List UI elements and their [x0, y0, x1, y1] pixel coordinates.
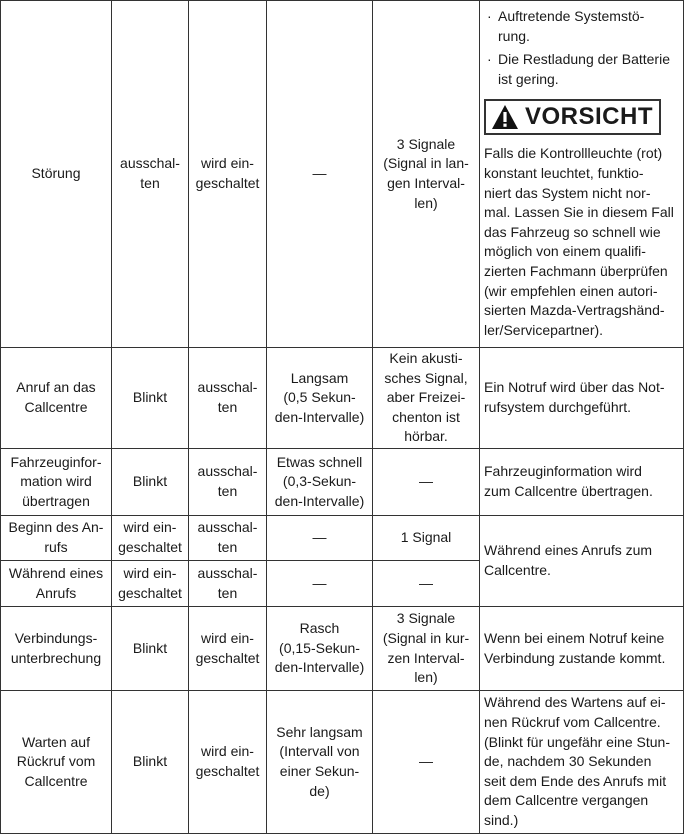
- cell-status: Während eines Anrufs: [1, 561, 112, 607]
- cell-indicator-red: wird ein- geschaltet: [189, 607, 267, 691]
- table-row-stoerung: [1, 1, 684, 348]
- cell-sound: 3 Signale (Signal in kur- zen Interval- len): [373, 607, 480, 691]
- cell-description: Fahrzeuginformation wird zum Callcentre übertragen.: [480, 449, 684, 516]
- cell-description: [480, 1, 684, 348]
- bullet-item: · Die Restladung der Batterie ist gering.: [487, 51, 670, 87]
- cell-description: Während eines Anrufs zum Callcentre.: [480, 516, 684, 607]
- warning-label: VORSICHT: [525, 103, 654, 131]
- cell-indicator-red: ausschal- ten: [189, 348, 267, 449]
- cell-indicator-green: ausschal- ten: [112, 1, 189, 348]
- cell-indicator-green: wird ein- geschaltet: [112, 516, 189, 561]
- table-row-anruf: [1, 348, 684, 449]
- cell-sound: 3 Signale (Signal in lan- gen Interval- len): [373, 1, 480, 348]
- cell-description: Während des Wartens auf ei- nen Rückruf vom Callcentre. (Blinkt für ungefähr eine Stun- de, nachdem 30 Sekunden seit dem Ende des Anrufs mit dem Callcentre vergangen sind.): [480, 691, 684, 834]
- cell-interval: —: [267, 1, 373, 348]
- cell-interval: Rasch (0,15-Sekun- den-Intervalle): [267, 607, 373, 691]
- cell-status: Anruf an das Callcentre: [1, 348, 112, 449]
- table-row-beginn: [1, 516, 684, 561]
- cell-sound: Kein akusti- sches Signal, aber Freizei- chenton ist hörbar.: [373, 348, 480, 449]
- table-row-fahrzeuginfo: [1, 449, 684, 516]
- cell-sound: —: [373, 561, 480, 607]
- cell-interval: —: [267, 561, 373, 607]
- cell-indicator-green: Blinkt: [112, 691, 189, 834]
- cell-interval: Langsam (0,5 Sekun- den-Intervalle): [267, 348, 373, 449]
- cell-status: Beginn des An- rufs: [1, 516, 112, 561]
- cell-status: Störung: [1, 1, 112, 348]
- cell-sound: 1 Signal: [373, 516, 480, 561]
- cell-indicator-green: wird ein- geschaltet: [112, 561, 189, 607]
- exclamation-triangle-icon: [491, 104, 519, 130]
- cell-interval: Sehr langsam (Intervall von einer Sekun- de): [267, 691, 373, 834]
- cell-status: Warten auf Rückruf vom Callcentre: [1, 691, 112, 834]
- cell-interval: —: [267, 516, 373, 561]
- cell-interval: Etwas schnell (0,3-Sekun- den-Intervalle): [267, 449, 373, 516]
- cell-indicator-red: wird ein- geschaltet: [189, 1, 267, 348]
- cell-indicator-red: ausschal- ten: [189, 516, 267, 561]
- cell-sound: —: [373, 691, 480, 834]
- warning-box: [484, 99, 661, 135]
- cell-indicator-green: Blinkt: [112, 607, 189, 691]
- table-row-verbindung: [1, 607, 684, 691]
- bullet-item: · Auftretende Systemstö- rung.: [487, 8, 645, 44]
- cell-status: Fahrzeuginfor- mation wird übertragen: [1, 449, 112, 516]
- cell-sound: —: [373, 449, 480, 516]
- cell-indicator-red: ausschal- ten: [189, 561, 267, 607]
- cell-indicator-green: Blinkt: [112, 449, 189, 516]
- warning-text: Falls die Kontrollleuchte (rot) konstant leuchtet, funktio- niert das System nicht nor- mal. Lassen Sie in diesem Fall das Fahrzeug so schnell wie möglich von einem qualifi- zierten Fachmann überprüfen (wir empfehlen einen autori- sierten Mazda-Vertragshänd- ler/Servicepartner).: [484, 145, 674, 338]
- cell-indicator-green: Blinkt: [112, 348, 189, 449]
- table-row-warten: [1, 691, 684, 834]
- cell-status: Verbindungs- unterbrechung: [1, 607, 112, 691]
- cell-indicator-red: ausschal- ten: [189, 449, 267, 516]
- cell-description: Ein Notruf wird über das Not- rufsystem durchgeführt.: [480, 348, 684, 449]
- cell-description: Wenn bei einem Notruf keine Verbindung zustande kommt.: [480, 607, 684, 691]
- cell-indicator-red: wird ein- geschaltet: [189, 691, 267, 834]
